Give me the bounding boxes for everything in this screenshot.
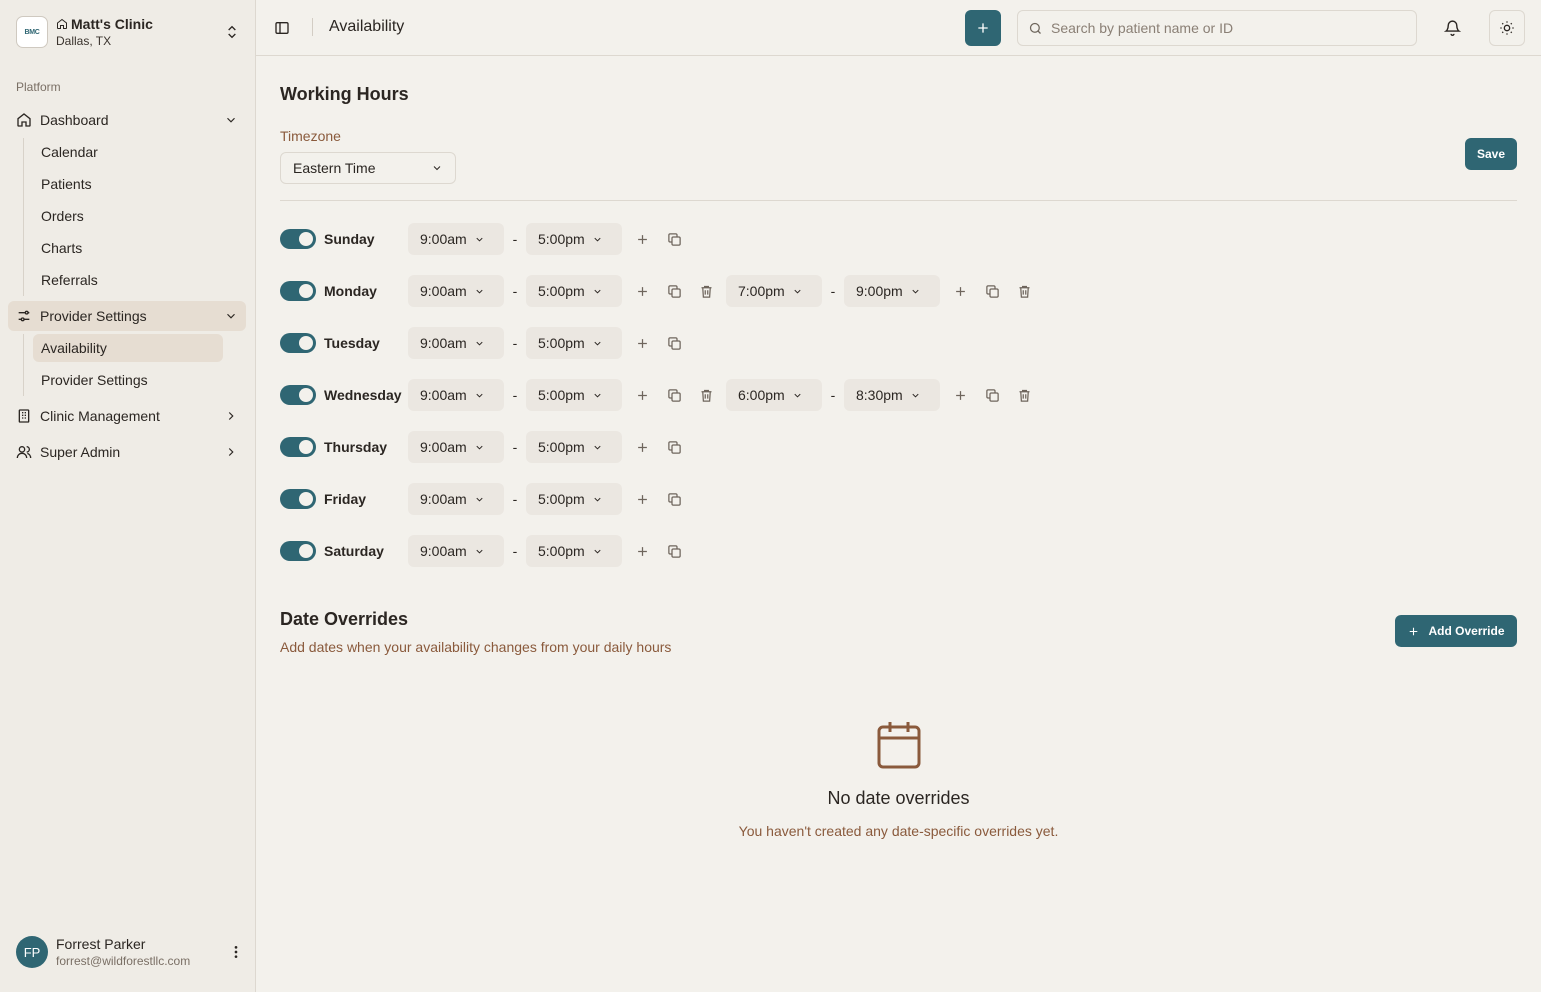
copy-times-button[interactable] bbox=[976, 275, 1008, 307]
user-menu[interactable] bbox=[16, 934, 244, 970]
copy-icon bbox=[667, 232, 682, 247]
add-override-button[interactable] bbox=[1395, 615, 1517, 647]
chevron-down-icon bbox=[474, 234, 485, 245]
day-name: Wednesday bbox=[324, 387, 402, 403]
plus-icon bbox=[953, 388, 968, 403]
day-row-monday bbox=[280, 275, 1040, 307]
building-icon bbox=[16, 408, 32, 424]
day-name: Saturday bbox=[324, 543, 384, 559]
user-name: Forrest Parker bbox=[56, 935, 146, 952]
end-time-value: 5:00pm bbox=[538, 387, 585, 403]
day-name: Sunday bbox=[324, 231, 375, 247]
save-button[interactable]: Save bbox=[1465, 138, 1517, 170]
nav-clinic-management[interactable] bbox=[8, 401, 246, 431]
avatar: FP bbox=[16, 936, 48, 968]
end-time-value: 5:00pm bbox=[538, 439, 585, 455]
nav-super-admin[interactable] bbox=[8, 437, 246, 467]
day-toggle[interactable] bbox=[280, 281, 316, 301]
start-time-value: 9:00am bbox=[420, 543, 467, 559]
start-time-select[interactable] bbox=[408, 431, 504, 463]
chevron-right-icon bbox=[224, 409, 238, 423]
start-time-select[interactable] bbox=[408, 379, 504, 411]
search-icon bbox=[1028, 21, 1043, 36]
delete-slot-button[interactable] bbox=[1008, 275, 1040, 307]
copy-times-button[interactable] bbox=[658, 483, 690, 515]
end-time-select[interactable] bbox=[844, 379, 940, 411]
copy-times-button[interactable] bbox=[658, 431, 690, 463]
start-time-value: 9:00am bbox=[420, 335, 467, 351]
clinic-logo: BMC bbox=[16, 16, 48, 48]
day-toggle[interactable] bbox=[280, 229, 316, 249]
clinic-location: Dallas, TX bbox=[56, 33, 112, 48]
chevron-down-icon bbox=[592, 286, 603, 297]
plus-icon bbox=[975, 20, 991, 36]
add-slot-button[interactable] bbox=[626, 535, 658, 567]
nav-charts[interactable]: Charts bbox=[41, 240, 83, 256]
chevron-down-icon bbox=[592, 442, 603, 453]
nav-provider-settings[interactable] bbox=[8, 301, 246, 331]
timezone-value: Eastern Time bbox=[293, 160, 376, 176]
section-label-platform: Platform bbox=[16, 80, 61, 94]
date-overrides-subtitle: Add dates when your availability changes from your daily hours bbox=[280, 639, 672, 655]
plus-icon bbox=[635, 388, 650, 403]
copy-icon bbox=[985, 388, 1000, 403]
copy-times-button[interactable] bbox=[976, 379, 1008, 411]
end-time-value: 9:00pm bbox=[856, 283, 903, 299]
end-time-select[interactable] bbox=[526, 535, 622, 567]
day-row-wednesday bbox=[280, 379, 1040, 411]
time-separator: - bbox=[830, 283, 836, 299]
header-divider bbox=[312, 18, 313, 36]
clinic-switcher[interactable] bbox=[16, 14, 244, 50]
sliders-icon bbox=[16, 308, 32, 324]
add-slot-button[interactable] bbox=[626, 431, 658, 463]
chevrons-up-down-icon bbox=[224, 24, 240, 40]
empty-state-title: No date overrides bbox=[827, 788, 970, 808]
start-time-select[interactable] bbox=[408, 223, 504, 255]
user-info bbox=[56, 936, 228, 969]
end-time-select[interactable] bbox=[526, 223, 622, 255]
day-row-sunday bbox=[280, 223, 690, 255]
chevron-down-icon bbox=[910, 286, 921, 297]
nav-referrals[interactable]: Referrals bbox=[41, 272, 98, 288]
add-slot-button[interactable] bbox=[626, 483, 658, 515]
working-hours-title: Working Hours bbox=[280, 84, 409, 104]
time-separator: - bbox=[512, 283, 518, 299]
add-slot-button[interactable] bbox=[626, 379, 658, 411]
plus-icon bbox=[635, 544, 650, 559]
chevron-down-icon bbox=[474, 390, 485, 401]
copy-times-button[interactable] bbox=[658, 327, 690, 359]
end-time-value: 5:00pm bbox=[538, 335, 585, 351]
chevron-down-icon bbox=[431, 162, 443, 174]
chevron-down-icon bbox=[474, 546, 485, 557]
day-name: Friday bbox=[324, 491, 367, 507]
bell-icon[interactable] bbox=[1444, 19, 1461, 36]
day-toggle[interactable] bbox=[280, 541, 316, 561]
date-overrides-title: Date Overrides bbox=[280, 609, 409, 629]
add-slot-button[interactable] bbox=[626, 327, 658, 359]
section-divider bbox=[280, 200, 1517, 201]
day-row-saturday bbox=[280, 535, 690, 567]
end-time-select[interactable] bbox=[526, 483, 622, 515]
plus-icon bbox=[1407, 625, 1420, 638]
delete-slot-button[interactable] bbox=[690, 275, 722, 307]
start-time-select[interactable] bbox=[726, 379, 822, 411]
plus-icon bbox=[635, 492, 650, 507]
nav-patients[interactable]: Patients bbox=[41, 176, 92, 192]
trash-icon bbox=[1017, 388, 1032, 403]
nav-clinic-management-label: Clinic Management bbox=[40, 408, 160, 424]
chevron-down-icon bbox=[224, 113, 238, 127]
sun-icon bbox=[1499, 20, 1515, 36]
day-toggle[interactable] bbox=[280, 333, 316, 353]
home-icon bbox=[16, 112, 32, 128]
end-time-select[interactable] bbox=[526, 431, 622, 463]
time-separator: - bbox=[512, 387, 518, 403]
chevron-down-icon bbox=[592, 234, 603, 245]
search-box bbox=[1017, 10, 1417, 46]
chevron-down-icon bbox=[592, 546, 603, 557]
start-time-value: 9:00am bbox=[420, 283, 467, 299]
copy-times-button[interactable] bbox=[658, 379, 690, 411]
end-time-select[interactable] bbox=[844, 275, 940, 307]
home-icon bbox=[56, 18, 68, 30]
chevron-down-icon bbox=[474, 494, 485, 505]
copy-times-button[interactable] bbox=[658, 223, 690, 255]
top-header bbox=[256, 0, 1541, 56]
trash-icon bbox=[1017, 284, 1032, 299]
plus-icon bbox=[635, 284, 650, 299]
chevron-down-icon bbox=[224, 309, 238, 323]
timezone-label: Timezone bbox=[280, 128, 341, 144]
end-time-select[interactable] bbox=[526, 379, 622, 411]
time-separator: - bbox=[512, 439, 518, 455]
end-time-value: 5:00pm bbox=[538, 231, 585, 247]
copy-icon bbox=[667, 492, 682, 507]
nav-subtree-line bbox=[23, 334, 24, 396]
copy-icon bbox=[667, 440, 682, 455]
page-title: Availability bbox=[329, 18, 405, 35]
add-slot-button[interactable] bbox=[944, 275, 976, 307]
add-slot-button[interactable] bbox=[944, 379, 976, 411]
copy-icon bbox=[667, 388, 682, 403]
day-name: Tuesday bbox=[324, 335, 380, 351]
sidebar bbox=[0, 0, 256, 992]
plus-icon bbox=[953, 284, 968, 299]
users-icon bbox=[16, 444, 32, 460]
chevron-down-icon bbox=[592, 390, 603, 401]
plus-icon bbox=[635, 440, 650, 455]
day-toggle[interactable] bbox=[280, 489, 316, 509]
copy-times-button[interactable] bbox=[658, 535, 690, 567]
time-separator: - bbox=[512, 543, 518, 559]
add-slot-button[interactable] bbox=[626, 275, 658, 307]
day-name: Thursday bbox=[324, 439, 388, 455]
day-toggle[interactable] bbox=[280, 385, 316, 405]
sidebar-toggle-icon[interactable] bbox=[274, 20, 290, 36]
nav-calendar[interactable]: Calendar bbox=[41, 144, 98, 160]
quick-add-button[interactable] bbox=[965, 10, 1001, 46]
copy-times-button[interactable] bbox=[658, 275, 690, 307]
add-override-label: Add Override bbox=[1428, 624, 1505, 638]
day-name: Monday bbox=[324, 283, 377, 299]
start-time-value: 9:00am bbox=[420, 439, 467, 455]
copy-icon bbox=[985, 284, 1000, 299]
calendar-icon bbox=[876, 720, 922, 770]
trash-icon bbox=[699, 284, 714, 299]
plus-icon bbox=[635, 232, 650, 247]
copy-icon bbox=[667, 336, 682, 351]
nav-dashboard-label: Dashboard bbox=[40, 112, 109, 128]
end-time-select[interactable] bbox=[526, 327, 622, 359]
day-row-friday bbox=[280, 483, 690, 515]
start-time-select[interactable] bbox=[408, 483, 504, 515]
delete-slot-button[interactable] bbox=[1008, 379, 1040, 411]
end-time-select[interactable] bbox=[526, 275, 622, 307]
end-time-value: 5:00pm bbox=[538, 283, 585, 299]
trash-icon bbox=[699, 388, 714, 403]
end-time-value: 8:30pm bbox=[856, 387, 903, 403]
theme-toggle-button[interactable] bbox=[1489, 10, 1525, 46]
empty-state-subtitle: You haven't created any date-specific overrides yet. bbox=[738, 823, 1059, 839]
delete-slot-button[interactable] bbox=[690, 379, 722, 411]
nav-provider-settings-label: Provider Settings bbox=[40, 308, 147, 324]
day-row-thursday bbox=[280, 431, 690, 463]
end-time-value: 5:00pm bbox=[538, 543, 585, 559]
chevron-down-icon bbox=[592, 494, 603, 505]
chevron-down-icon bbox=[910, 390, 921, 401]
chevron-down-icon bbox=[792, 286, 803, 297]
nav-availability[interactable]: Availability bbox=[33, 334, 223, 362]
copy-icon bbox=[667, 284, 682, 299]
start-time-value: 9:00am bbox=[420, 231, 467, 247]
start-time-value: 9:00am bbox=[420, 387, 467, 403]
start-time-value: 7:00pm bbox=[738, 283, 785, 299]
start-time-select[interactable] bbox=[726, 275, 822, 307]
plus-icon bbox=[635, 336, 650, 351]
start-time-value: 6:00pm bbox=[738, 387, 785, 403]
clinic-name: Matt's Clinic bbox=[71, 15, 153, 32]
time-separator: - bbox=[512, 231, 518, 247]
nav-dashboard[interactable] bbox=[8, 105, 246, 135]
end-time-value: 5:00pm bbox=[538, 491, 585, 507]
nav-provider-settings-sub[interactable]: Provider Settings bbox=[41, 372, 148, 388]
time-separator: - bbox=[512, 335, 518, 351]
nav-orders[interactable]: Orders bbox=[41, 208, 84, 224]
day-toggle[interactable] bbox=[280, 437, 316, 457]
nav-subtree-line bbox=[23, 138, 24, 296]
more-vertical-icon[interactable] bbox=[228, 944, 244, 960]
start-time-select[interactable] bbox=[408, 327, 504, 359]
chevron-down-icon bbox=[474, 442, 485, 453]
copy-icon bbox=[667, 544, 682, 559]
chevron-down-icon bbox=[592, 338, 603, 349]
search-input[interactable] bbox=[1051, 20, 1391, 36]
start-time-select[interactable] bbox=[408, 275, 504, 307]
chevron-down-icon bbox=[474, 286, 485, 297]
start-time-select[interactable] bbox=[408, 535, 504, 567]
clinic-name-row bbox=[56, 16, 224, 33]
chevron-right-icon bbox=[224, 445, 238, 459]
time-separator: - bbox=[830, 387, 836, 403]
chevron-down-icon bbox=[792, 390, 803, 401]
start-time-value: 9:00am bbox=[420, 491, 467, 507]
timezone-select[interactable] bbox=[280, 152, 456, 184]
user-email: forrest@wildforestllc.com bbox=[56, 953, 191, 968]
add-slot-button[interactable] bbox=[626, 223, 658, 255]
nav-super-admin-label: Super Admin bbox=[40, 444, 121, 460]
clinic-info bbox=[56, 16, 224, 49]
day-row-tuesday bbox=[280, 327, 690, 359]
chevron-down-icon bbox=[474, 338, 485, 349]
time-separator: - bbox=[512, 491, 518, 507]
